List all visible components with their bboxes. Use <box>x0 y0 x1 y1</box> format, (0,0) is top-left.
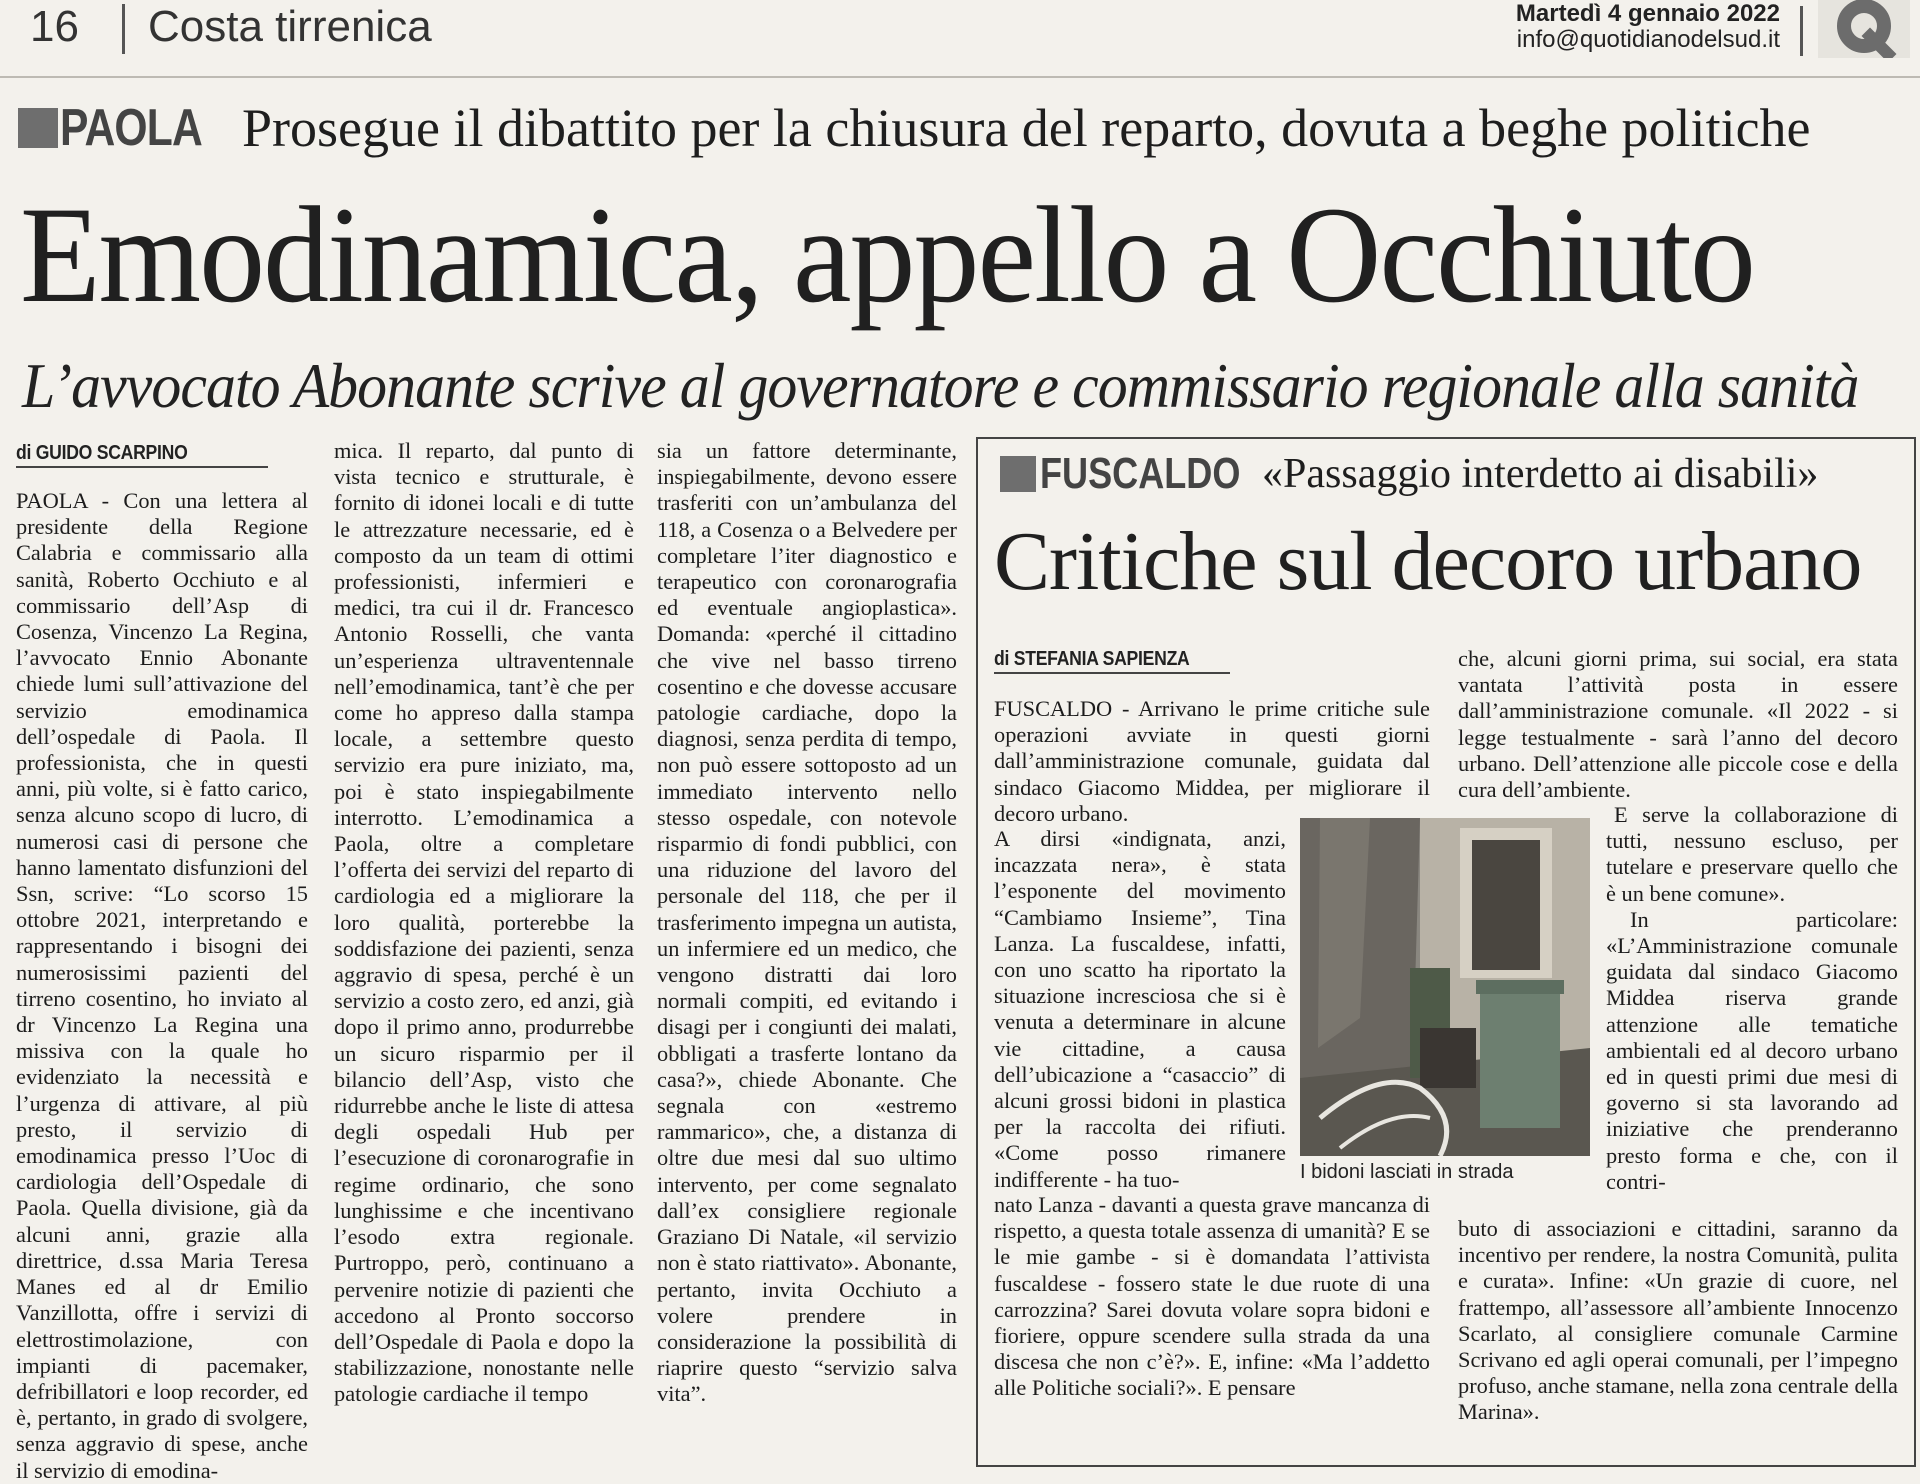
main-column-2 <box>334 438 634 1408</box>
main-paragraph-2: mica. Il reparto, dal punto di vista tecnico e strutturale, è fornito di idonei locali e di tutte le attrezzature necessarie, ed è composto da un team di ottimi professionisti, infermieri e medici, tra cui il dr. Francesco Antonio Rosselli, che vanta un’esperienza ultraventennale nell’emodinamica, tant’è che per come ho appreso dalla stampa locale, a settembre questo servizio era pure iniziato, ma, poi è stato inspiegabilmente interrotto. L’emodinamica a Paola, oltre a completare l’offerta dei servizi del reparto di cardiologia ed a migliorare la loro qualità, porterebbe la soddisfazione dei pazienti, senza aggravio di spesa, perché è un servizio a costo zero, ed anzi, già dopo il primo anno, produrrebbe un sicuro risparmio per il bilancio dell’Asp, visto che ridurrebbe anche le liste di attesa degli ospedali Hub per l’esecuzione di coronarografie in regime ordinario, che sono lunghissime e che incentivano l’esodo extra regionale. Purtroppo, però, continuano a pervenire notizie di pazienti che accedono al Pronto soccorso dell’Ospedale di Paola e dopo la stabilizzazione, nonostante nelle patologie cardiache il tempo <box>334 438 634 1407</box>
contact-email[interactable]: info@quotidianodelsud.it <box>1516 26 1780 53</box>
main-column-1 <box>16 488 308 1484</box>
side-paragraph-3: nato Lanza - davanti a questa grave mancanza di rispetto, a questa totale assenza di umanità? E se le mie gambe - si è domandata l’attivista fuscaldese - fossero state le due ruote di una carrozzina? Sarei dovuta volare sopra bidoni e fioriere, oppure scendere sulla strada da una discesa che non c’è?». E, infine: «Ma l’addetto alle Politiche sociali?». E pensare <box>994 1192 1430 1401</box>
section-title: Costa tirrenica <box>148 2 432 51</box>
kicker-square-icon <box>18 108 58 148</box>
main-paragraph-1: PAOLA - Con una lettera al presidente della Regione Calabria e commissario alla sanità, Roberto Occhiuto e al commissario dell’Asp di Cosenza, Vincenzo La Regina, l’avvocato Ennio Abonante chiede lumi sull’attivazione del servizio emodinamica dell’ospedale di Paola. Il professionista, che in questi anni, più volte, si è fatto carico, senza alcuno scopo di lucro, di numerosi casi di persone che hanno lamentato disfunzioni del Ssn, scrive: “Lo scorso 15 ottobre 2021, interpretando e rappresentando i bisogni dei numerosissimi pazienti del tirreno cosentino, ho inviato al dr Vincenzo La Regina una missiva con la quale ho evidenziato la necessità e l’urgenza di attivare, al più presto, il servizio di emodinamica presso l’Uoc di cardiologia dell’Ospedale di Paola. Quella divisione, già da alcuni anni, grazie alla direttrice, d.ssa Maria Teresa Manes ed al dr Emilio Vanzillotta, offre i servizi di elettrostimolazione, con impianti di pacemaker, defribillatori e loop recorder, ed è, pertanto, in grado di svolgere, senza aggravio di spese, anche il servizio di emodina- <box>16 488 308 1483</box>
header-divider-right <box>1800 6 1803 56</box>
kicker-text: Prosegue il dibattito per la chiusura del reparto, dovuta a beghe politiche <box>242 98 1811 158</box>
kicker-location: PAOLA <box>60 99 202 157</box>
main-byline: di GUIDO SCARPINO <box>16 442 188 464</box>
header-divider <box>122 4 125 54</box>
side-paragraph-2: A dirsi «indignata, anzi, incazzata nera», è stata l’esponente del movimento “Cambiamo Insieme”, Tina Lanza. La fuscaldese, infatti, con uno scatto ha riportato la situazione incresciosa che si è venuta a determinare in alcune vie cittadine, a causa dell’ubicazione a “casaccio” di alcuni grossi bidoni in plastica per la raccolta dei rifiuti. «Come posso rimanere indifferente - ha tuo- <box>994 826 1286 1192</box>
issue-date: Martedì 4 gennaio 2022 <box>1515 0 1780 27</box>
side-paragraph-4: che, alcuni giorni prima, sui social, era stata vantata l’attività posta in essere dall’amministrazione comunale. «Il 2022 - si legge testualmente - sarà l’anno del decoro urbano. Dell’attenzione alle piccole cose e della cura dell’ambiente. <box>1458 646 1898 803</box>
side-paragraph-5: E serve la collaborazione di tutti, nessuno escluso, per tutelare e preservare quello che è un bene comune». <box>1606 802 1898 906</box>
side-column-2-top <box>1458 646 1898 803</box>
side-byline-rule <box>994 672 1230 674</box>
side-paragraph-7: buto di associazioni e cittadini, saranno da incentivo per rendere, la nostra Comunità, pulita e curata». Infine: «Un grazie di cuore, nel frattempo, all’assessore all’ambiente Innocenzo Scarlato, al consigliere comunale Carmine Scrivano ed agli operai comunali, per l’impegno profuso, anche stamane, nella zona centrale della Marina». <box>1458 1216 1898 1425</box>
byline-rule <box>16 466 268 468</box>
photo-caption: I bidoni lasciati in strada <box>1300 1161 1514 1183</box>
side-kicker-text: «Passaggio interdetto ai disabili» <box>1262 451 1819 497</box>
newspaper-logo-icon <box>1818 0 1910 58</box>
side-paragraph-6: In particolare: «L’Amministrazione comunale guidata dal sindaco Giacomo Middea riserva grande attenzione alle tematiche ambientali ed al decoro urbano ed in questi primi due mesi di governo si sta lavorando ad iniziative che prenderanno presto forma e che, con il contri- <box>1606 906 1898 1194</box>
header-rule <box>0 76 1920 78</box>
page-number: 16 <box>30 2 79 51</box>
main-headline: Emodinamica, appello a Occhiuto <box>20 178 1754 331</box>
side-kicker-square-icon <box>1000 456 1036 492</box>
street-bins-photo <box>1300 818 1590 1156</box>
side-column-2-bottom <box>1458 1216 1898 1426</box>
main-paragraph-3: sia un fattore determinante, inspiegabilmente, devono essere trasferiti con un’ambulanza del 118, a Cosenza o a Belvedere per completare l’iter diagnostico e terapeutico con coronarografia ed eventuale angioplastica». Domanda: «perché il cittadino che vive nel basso tirreno cosentino e che dovesse accusare patologie cardiache, dopo la diagnosi, senza perdita di tempo, non può essere sottoposto ad un immediato intervento nello stesso ospedale, con notevole risparmio di fondi pubblici, con una riduzione del lavoro del personale del 118, che per il trasferimento impegna un autista, un infermiere ed un medico, che vengono distratti dai loro normali compiti, ed evitando i disagi per i congiunti dei malati, obbligati a trasferte lontano da casa?», chiede Abonante. Che segnala con «estremo rammarico», che, a distanza di oltre due mesi dal suo ultimo intervento, per come segnalato dall’ex consigliere regionale Graziano Di Natale, «il servizio non è stato riattivato». Abonante, pertanto, invita Occhiuto a volere prendere in considerazione la possibilità di riaprire questo “servizio salva vita”. <box>657 438 957 1407</box>
side-column-1-top <box>994 696 1430 827</box>
main-column-3 <box>657 438 957 1408</box>
side-column-1-wrap <box>994 826 1286 1193</box>
side-paragraph-1: FUSCALDO - Arrivano le prime critiche sule operazioni avviate in questi giorni dall’amministrazione comunale, guidata dal sindaco Giacomo Middea, per migliorare il decoro urbano. <box>994 696 1430 826</box>
side-headline: Critiche sul decoro urbano <box>994 515 1862 608</box>
side-column-2-wrap <box>1606 802 1898 1195</box>
side-column-1-bottom <box>994 1192 1430 1402</box>
side-byline: di STEFANIA SAPIENZA <box>994 648 1190 670</box>
side-kicker-location: FUSCALDO <box>1040 449 1241 498</box>
main-subheadline: L’avvocato Abonante scrive al governatore e commissario regionale alla sanità <box>22 350 1859 421</box>
